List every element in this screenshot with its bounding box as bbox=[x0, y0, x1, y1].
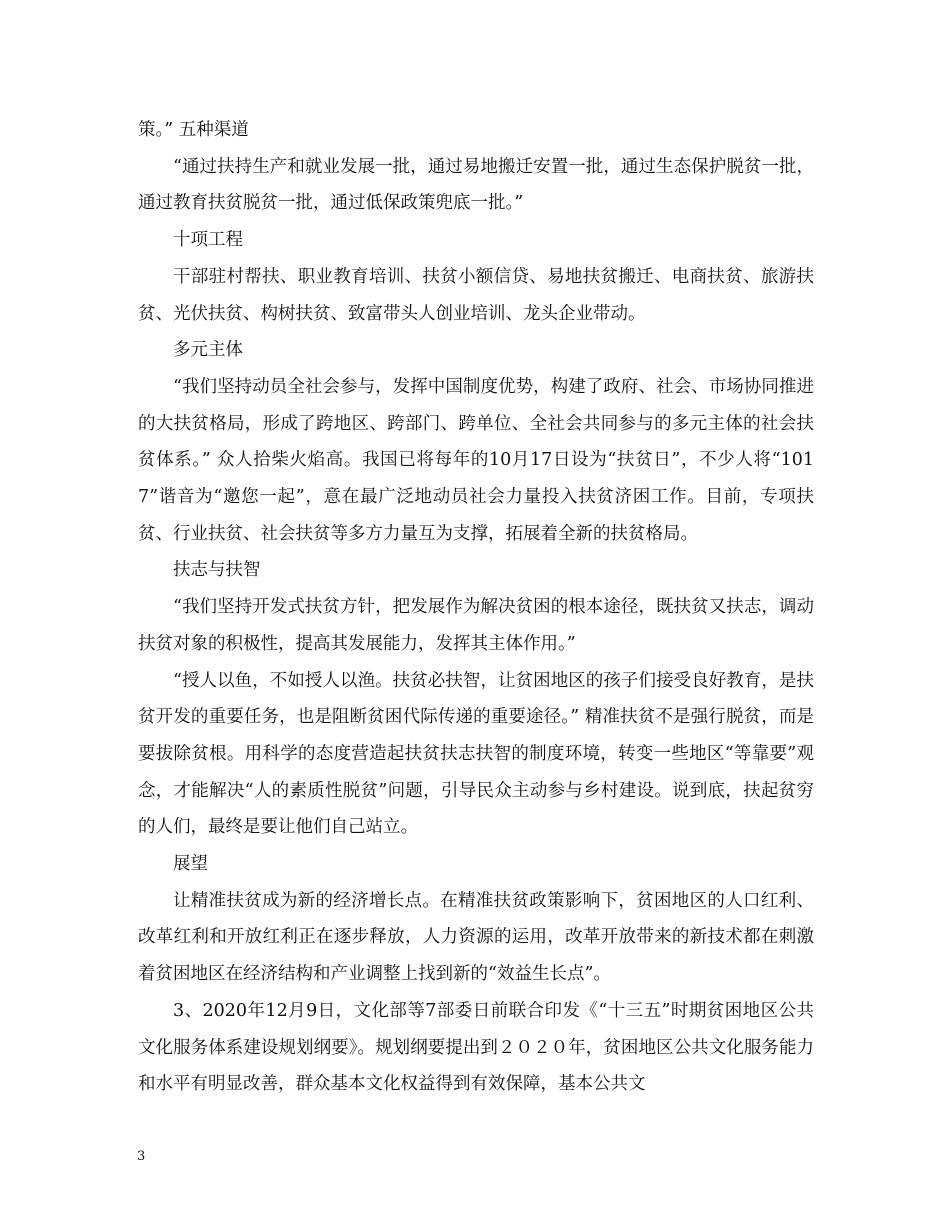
paragraph-continuation: 策。” 五种渠道 bbox=[138, 120, 249, 140]
paragraph-five-channels-quote: “通过扶持生产和就业发展一批，通过易地搬迁安置一批，通过生态保护脱贫一批，通过教育扶贫脱贫一批，通过低保政策兜底一批。” bbox=[138, 156, 814, 214]
heading-ten-projects: 十项工程 bbox=[173, 230, 243, 251]
paragraph-cultural-plan: 3、2020年12月9日，文化部等7部委日前联合印发《“十三五”时期贫困地区公共文化服务体系建设规划纲要》。规划纲要提出到２０２０年，贫困地区公共文化服务能力和水平有明显改善，群众基本文化权益得到有效保障，基本公共文 bbox=[138, 1000, 814, 1095]
paragraph-outlook: 让精准扶贫成为新的经济增长点。在精准扶贫政策影响下，贫困地区的人口红利、改革红利和开放红利正在逐步释放，人力资源的运用，改革开放带来的新技术都在刺激着贫困地区在经济结构和产业调整上找到新的“效益生长点”。 bbox=[138, 890, 814, 985]
heading-ambition-and-wisdom: 扶志与扶智 bbox=[173, 560, 261, 581]
paragraph-ten-projects: 干部驻村帮扶、职业教育培训、扶贫小额信贷、易地扶贫搬迁、电商扶贫、旅游扶贫、光伏扶贫、构树扶贫、致富带头人创业培训、龙头企业带动。 bbox=[138, 266, 814, 324]
document-body bbox=[138, 112, 814, 1103]
page-number: 3 bbox=[137, 1149, 146, 1164]
heading-multiple-subjects: 多元主体 bbox=[173, 340, 243, 361]
paragraph-development-approach: “我们坚持开发式扶贫方针，把发展作为解决贫困的根本途径，既扶贫又扶志，调动扶贫对象的积极性，提高其发展能力，发挥其主体作用。” bbox=[138, 597, 814, 654]
paragraph-education-support: “授人以鱼，不如授人以渔。扶贫必扶智，让贫困地区的孩子们接受良好教育，是扶贫开发的重要任务，也是阻断贫困代际传递的重要途径。” 精准扶贫不是强行脱贫，而是要拔除贫根。用科学的态度营造起扶贫扶志扶智的制度环境，转变一些地区“等靠要”观念，才能解决“人的素质性脱贫”问题，引导民众主动参与乡村建设。说到底，扶起贫穷的人们，最终是要让他们自己站立。 bbox=[138, 670, 814, 838]
paragraph-multiple-subjects: “我们坚持动员全社会参与，发挥中国制度优势，构建了政府、社会、市场协同推进的大扶贫格局，形成了跨地区、跨部门、跨单位、全社会共同参与的多元主体的社会扶贫体系。” 众人拾柴火焰高。我国已将每年的10月17日设为“扶贫日”，不少人将“1017”谐音为“邀您一起”，意在最广泛地动员社会力量投入扶贫济困工作。目前，专项扶贫、行业扶贫、社会扶贫等多方力量互为支撑，拓展着全新的扶贫格局。 bbox=[138, 376, 814, 544]
heading-outlook: 展望 bbox=[173, 854, 208, 875]
